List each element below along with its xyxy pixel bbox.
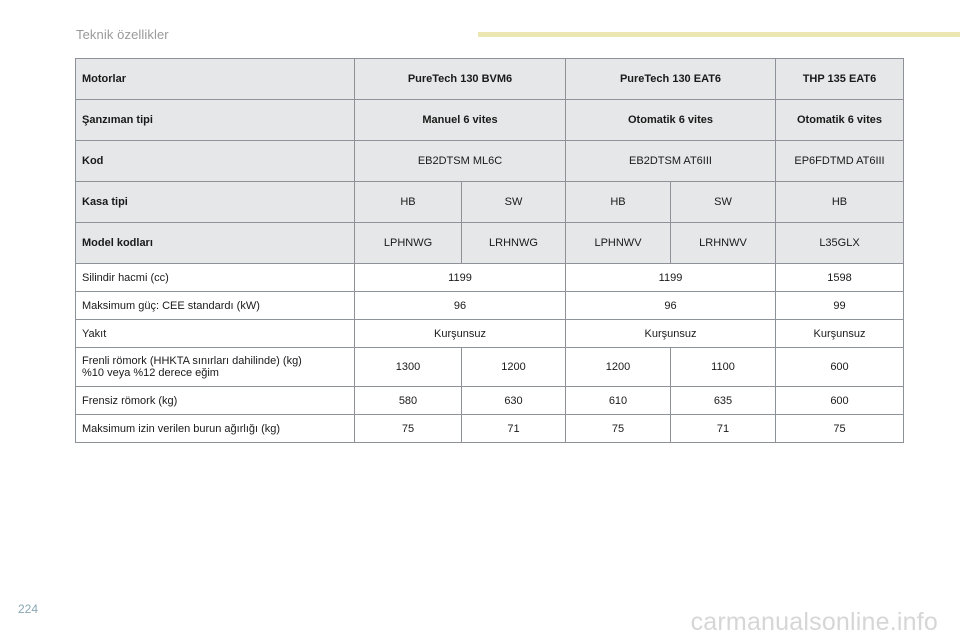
table-row-body-type xyxy=(76,182,904,223)
row-label-displacement: Silindir hacmi (cc) xyxy=(76,264,355,292)
engine-3-cell: THP 135 EAT6 xyxy=(776,59,904,100)
table-cell: LPHNWG xyxy=(355,223,462,264)
spec-table xyxy=(75,58,904,443)
table-row-displacement xyxy=(76,264,904,292)
table-cell: 1100 xyxy=(671,348,776,387)
table-cell: SW xyxy=(671,182,776,223)
table-cell: 99 xyxy=(776,292,904,320)
page-number: 224 xyxy=(18,602,39,616)
row-label-nose-weight: Maksimum izin verilen burun ağırlığı (kg) xyxy=(76,415,355,443)
gearbox-2-cell: Otomatik 6 vites xyxy=(566,100,776,141)
row-label-code: Kod xyxy=(76,141,355,182)
watermark: carmanualsonline.info xyxy=(690,608,938,636)
table-cell: 71 xyxy=(462,415,566,443)
header-accent-bar xyxy=(478,32,960,37)
table-row-unbraked-trailer xyxy=(76,387,904,415)
code-2-cell: EB2DTSM AT6III xyxy=(566,141,776,182)
table-cell: Kurşunsuz xyxy=(355,320,566,348)
table-cell: 610 xyxy=(566,387,671,415)
table-cell: HB xyxy=(776,182,904,223)
table-row-engines xyxy=(76,59,904,100)
table-cell: 580 xyxy=(355,387,462,415)
table-cell: 1199 xyxy=(566,264,776,292)
row-label-max-power: Maksimum güç: CEE standardı (kW) xyxy=(76,292,355,320)
table-row-nose-weight xyxy=(76,415,904,443)
table-cell: LRHNWG xyxy=(462,223,566,264)
table-row-gearbox xyxy=(76,100,904,141)
table-cell: SW xyxy=(462,182,566,223)
code-1-cell: EB2DTSM ML6C xyxy=(355,141,566,182)
table-row-max-power xyxy=(76,292,904,320)
table-cell: 600 xyxy=(776,348,904,387)
row-label-fuel: Yakıt xyxy=(76,320,355,348)
table-cell: 1598 xyxy=(776,264,904,292)
table-cell: 75 xyxy=(776,415,904,443)
table-cell: LPHNWV xyxy=(566,223,671,264)
table-row-model-codes xyxy=(76,223,904,264)
table-cell: 1300 xyxy=(355,348,462,387)
table-cell: Kurşunsuz xyxy=(776,320,904,348)
row-label-unbraked-trailer: Frensiz römork (kg) xyxy=(76,387,355,415)
row-label-gearbox: Şanzıman tipi xyxy=(76,100,355,141)
table-cell: 96 xyxy=(566,292,776,320)
table-cell: 635 xyxy=(671,387,776,415)
braked-trailer-label-line-1: Frenli römork (HHKTA sınırları dahilinde) (kg) xyxy=(82,355,302,367)
table-cell: 1200 xyxy=(462,348,566,387)
table-row-braked-trailer xyxy=(76,348,904,387)
engine-2-cell: PureTech 130 EAT6 xyxy=(566,59,776,100)
table-row-fuel xyxy=(76,320,904,348)
engine-1-cell: PureTech 130 BVM6 xyxy=(355,59,566,100)
table-cell: 71 xyxy=(671,415,776,443)
section-title: Teknik özellikler xyxy=(76,27,169,42)
table-cell: 75 xyxy=(355,415,462,443)
table-cell: LRHNWV xyxy=(671,223,776,264)
table-cell: 1199 xyxy=(355,264,566,292)
table-cell: 75 xyxy=(566,415,671,443)
table-cell: L35GLX xyxy=(776,223,904,264)
row-label-body-type: Kasa tipi xyxy=(76,182,355,223)
gearbox-3-cell: Otomatik 6 vites xyxy=(776,100,904,141)
table-row-code xyxy=(76,141,904,182)
braked-trailer-label-line-2: %10 veya %12 derece eğim xyxy=(82,367,219,379)
table-cell: 630 xyxy=(462,387,566,415)
table-cell: 600 xyxy=(776,387,904,415)
code-3-cell: EP6FDTMD AT6III xyxy=(776,141,904,182)
table-cell: HB xyxy=(566,182,671,223)
row-label-braked-trailer xyxy=(76,348,355,387)
gearbox-1-cell: Manuel 6 vites xyxy=(355,100,566,141)
row-label-model-codes: Model kodları xyxy=(76,223,355,264)
table-cell: 96 xyxy=(355,292,566,320)
row-label-engines: Motorlar xyxy=(76,59,355,100)
table-cell: HB xyxy=(355,182,462,223)
table-cell: 1200 xyxy=(566,348,671,387)
table-cell: Kurşunsuz xyxy=(566,320,776,348)
